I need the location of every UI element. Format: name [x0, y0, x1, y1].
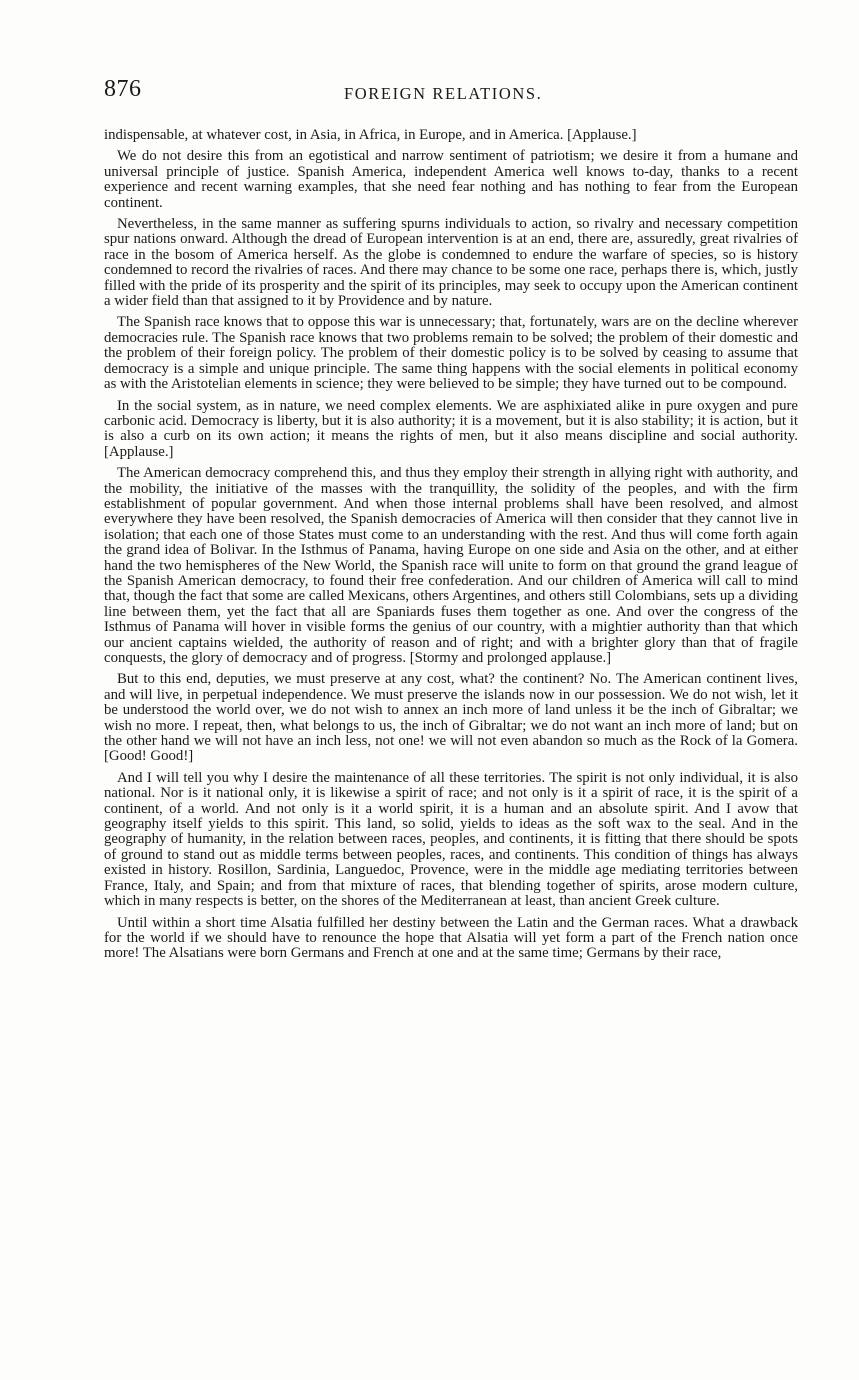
paragraph: And I will tell you why I desire the maintenance of all these territories. The spirit is not only individual, it is also national. Nor is it national only, it is likewise a spirit of race; and not only is it a spirit of race, it is the spirit of a continent, of a world. And not only is it a world spirit, it is a human and an absolute spirit. And I avow that geography itself yields to this spirit. This land, so solid, yields to ideas as the soft wax to the seal. And in the geography of humanity, in the relation between races, peoples, and continents, it is fitting that there should be spots of ground to stand out as middle terms between peoples, races, and continents. This condition of things has always existed in history. Rosillon, Sardinia, Languedoc, Provence, were in the middle age mediating territories between France, Italy, and Spain; and from that mixture of races, that blending together of spirits, arose modern culture, which in many respects is better, on the shores of the Mediterranean at least, than ancient Greek culture. [104, 769, 798, 910]
page-number: 876 [104, 76, 142, 102]
page-header [104, 76, 800, 110]
paragraph: We do not desire this from an egotistical and narrow sentiment of patriotism; we desire it from a humane and universal principle of justice. Spanish America, independent America well knows to-day, thanks to a recent experience and recent warning examples, that she need fear nothing and has nothing to fear from the European continent. [104, 148, 798, 211]
paragraph: The American democracy comprehend this, and thus they employ their strength in allying right with authority, and the mobility, the initiative of the masses with the tranquillity, the solidity of the peoples, and with the firm establishment of popular government. And when those internal problems shall have been resolved, and almost everywhere they have been resolved, the Spanish democracies of America will then consider that they cannot live in isolation; that each one of those States must come to an understanding with the rest. And thus will come forth again the grand idea of Bolivar. In the Isthmus of Panama, having Europe on one side and Asia on the other, and at either hand the two hemispheres of the New World, the Spanish race will unite to form on that ground the grand league of the Spanish American democracy, to found their free confederation. And our children of America will call to mind that, though the fact that some are called Mexicans, others Argentines, and others still Colombians, sets up a dividing line between them, yet the fact that all are Spaniards fuses them together as one. And over the congress of the Isthmus of Panama will hover in visible forms the genius of our country, with a mightier authority than that which our ancient captains wielded, the authority of reason and of right; and with a brighter glory than that of fragile conquests, the glory of democracy and of progress. [Stormy and prolonged applause.] [104, 465, 798, 666]
paragraph: The Spanish race knows that to oppose this war is unnecessary; that, fortunately, wars are on the decline wherever democracies rule. The Spanish race knows that two problems remain to be solved; the problem of their domestic and the problem of their foreign policy. The problem of their domestic policy is to be solved by ceasing to assume that democracy is a simple and unique principle. The same thing happens with the social elements in political economy as with the Aristotelian elements in science; they were believed to be simple; they have turned out to be compound. [104, 314, 798, 393]
paragraph: But to this end, deputies, we must preserve at any cost, what? the continent? No. The American continent lives, and will live, in perpetual independence. We must preserve the islands now in our possession. We do not wish, let it be understood the world over, we do not wish to annex an inch more of land unless it be the inch of Gibraltar; we wish no more. I repeat, then, what belongs to us, the inch of Gibraltar; we do not want an inch more of land; but on the other hand we will not have an inch less, not one! we will not even abandon so much as the Rock of la Gomera. [Good! Good!] [104, 671, 798, 765]
paragraph: In the social system, as in nature, we need complex elements. We are asphixiated alike in pure oxygen and pure carbonic acid. Democracy is liberty, but it is also authority; it is a movement, but it is also stability; it is action, but it is also a curb on its own action; it means the rights of men, but it also means discipline and social authority. [Applause.] [104, 397, 798, 460]
body-text [104, 128, 798, 968]
paragraph: indispensable, at whatever cost, in Asia, in Africa, in Europe, and in America. [Applause.] [104, 127, 637, 143]
running-title: FOREIGN RELATIONS. [344, 84, 543, 103]
paragraph: Until within a short time Alsatia fulfilled her destiny between the Latin and the German races. What a drawback for the world if we should have to renounce the hope that Alsatia will yet form a part of the French nation once more! The Alsatians were born Germans and French at one and at the same time; Germans by their race, [104, 914, 798, 962]
paragraph: Nevertheless, in the same manner as suffering spurns individuals to action, so rivalry and necessary competition spur nations onward. Although the dread of European intervention is at an end, there are, assuredly, great rivalries of race in the bosom of America herself. As the globe is condemned to endure the warfare of species, so is history condemned to record the rivalries of races. And there may chance to be some one race, perhaps there is, which, justly filled with the pride of its prosperity and the spirit of its principles, may seek to occupy upon the American continent a wider field than that assigned to it by Providence and by nature. [104, 216, 798, 310]
